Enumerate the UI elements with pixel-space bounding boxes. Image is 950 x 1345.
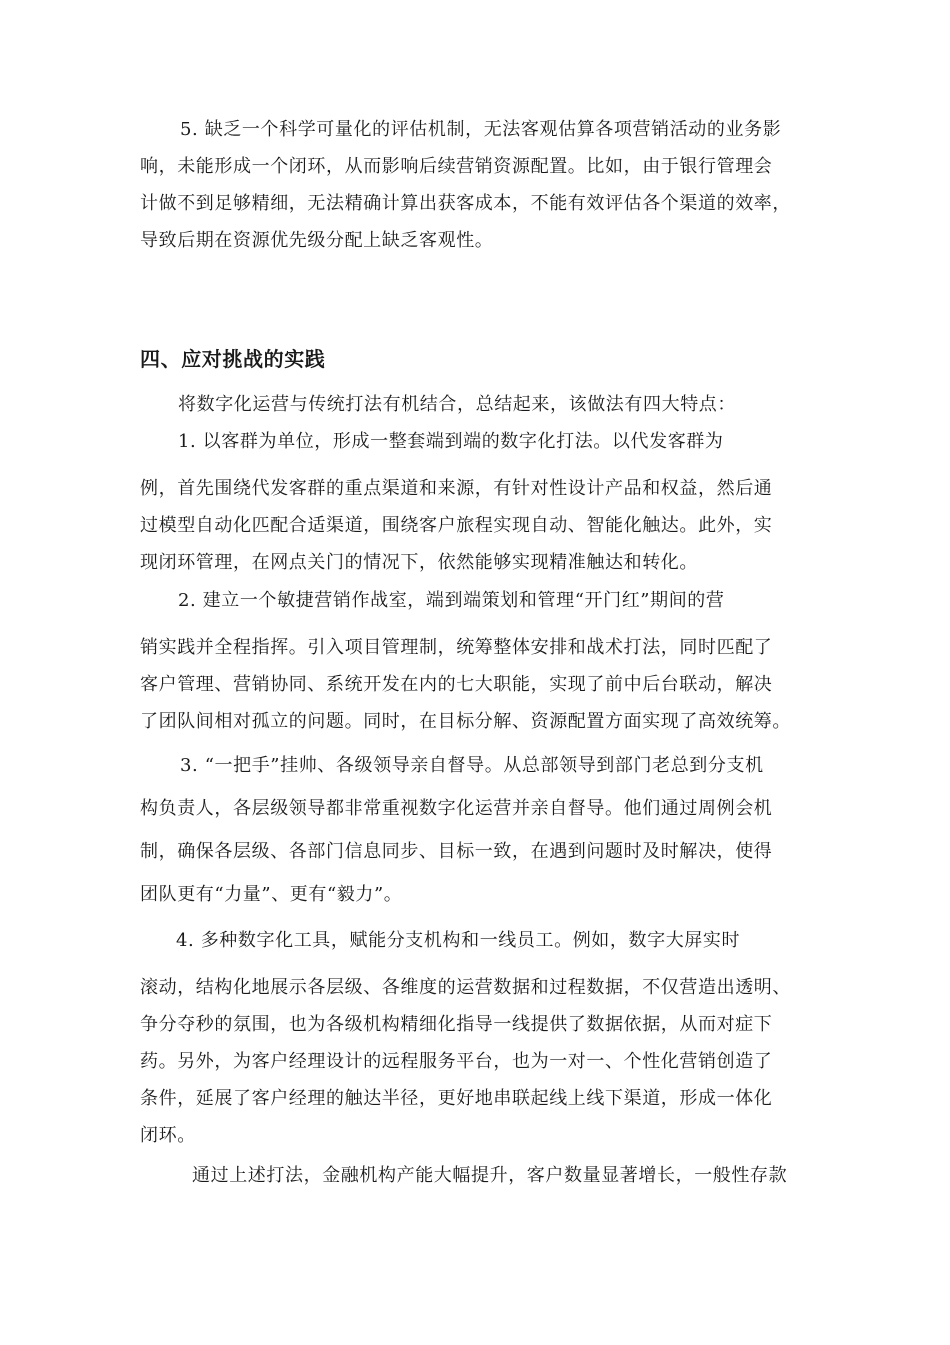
section-intro: 将数字化运营与传统打法有机结合，总结起来，该做法有四大特点： bbox=[178, 394, 736, 415]
text-line: 团队更有“力量”、更有“毅力”。 bbox=[140, 884, 403, 905]
text-line: 条件，延展了客户经理的触达半径，更好地串联起线上线下渠道，形成一体化 bbox=[140, 1088, 773, 1109]
text-line: 响，未能形成一个闭环，从而影响后续营销资源配置。比如，由于银行管理会 bbox=[140, 156, 773, 177]
section-heading: 四、应对挑战的实践 bbox=[140, 347, 326, 371]
text-line: 计做不到足够精细，无法精确计算出获客成本，不能有效评估各个渠道的效率， bbox=[140, 193, 791, 214]
text-line: 了团队间相对孤立的问题。同时，在目标分解、资源配置方面实现了高效统筹。 bbox=[140, 711, 791, 732]
text-line: 销实践并全程指挥。引入项目管理制，统筹整体安排和战术打法，同时匹配了 bbox=[140, 637, 773, 658]
text-line: 3. “一把手”挂帅、各级领导亲自督导。从总部领导到部门老总到分支机 bbox=[180, 755, 764, 776]
text-line: 1. 以客群为单位，形成一整套端到端的数字化打法。以代发客群为 bbox=[178, 431, 724, 452]
text-line: 5. 缺乏一个科学可量化的评估机制，无法客观估算各项营销活动的业务影 bbox=[180, 119, 782, 140]
text-line: 闭环。 bbox=[140, 1125, 196, 1146]
conclusion-text: 通过上述打法，金融机构产能大幅提升，客户数量显著增长，一般性存款 bbox=[192, 1165, 788, 1186]
text-line: 过模型自动化匹配合适渠道，围绕客户旅程实现自动、智能化触达。此外，实 bbox=[140, 515, 773, 536]
text-line: 争分夺秒的氛围，也为各级机构精细化指导一线提供了数据依据，从而对症下 bbox=[140, 1014, 773, 1035]
text-line: 2. 建立一个敏捷营销作战室，端到端策划和管理“开门红”期间的营 bbox=[178, 590, 725, 611]
text-line: 导致后期在资源优先级分配上缺乏客观性。 bbox=[140, 230, 494, 251]
text-line: 滚动，结构化地展示各层级、各维度的运营数据和过程数据，不仅营造出透明、 bbox=[140, 977, 791, 998]
text-line: 构负责人，各层级领导都非常重视数字化运营并亲自督导。他们通过周例会机 bbox=[140, 798, 773, 819]
text-line: 4. 多种数字化工具，赋能分支机构和一线员工。例如，数字大屏实时 bbox=[176, 930, 741, 951]
text-line: 客户管理、营销协同、系统开发在内的七大职能，实现了前中后台联动，解决 bbox=[140, 674, 773, 695]
text-line: 现闭环管理，在网点关门的情况下，依然能够实现精准触达和转化。 bbox=[140, 552, 698, 573]
text-line: 制，确保各层级、各部门信息同步、目标一致，在遇到问题时及时解决，使得 bbox=[140, 841, 773, 862]
text-line: 药。另外，为客户经理设计的远程服务平台，也为一对一、个性化营销创造了 bbox=[140, 1051, 773, 1072]
text-line: 例，首先围绕代发客群的重点渠道和来源，有针对性设计产品和权益，然后通 bbox=[140, 478, 773, 499]
